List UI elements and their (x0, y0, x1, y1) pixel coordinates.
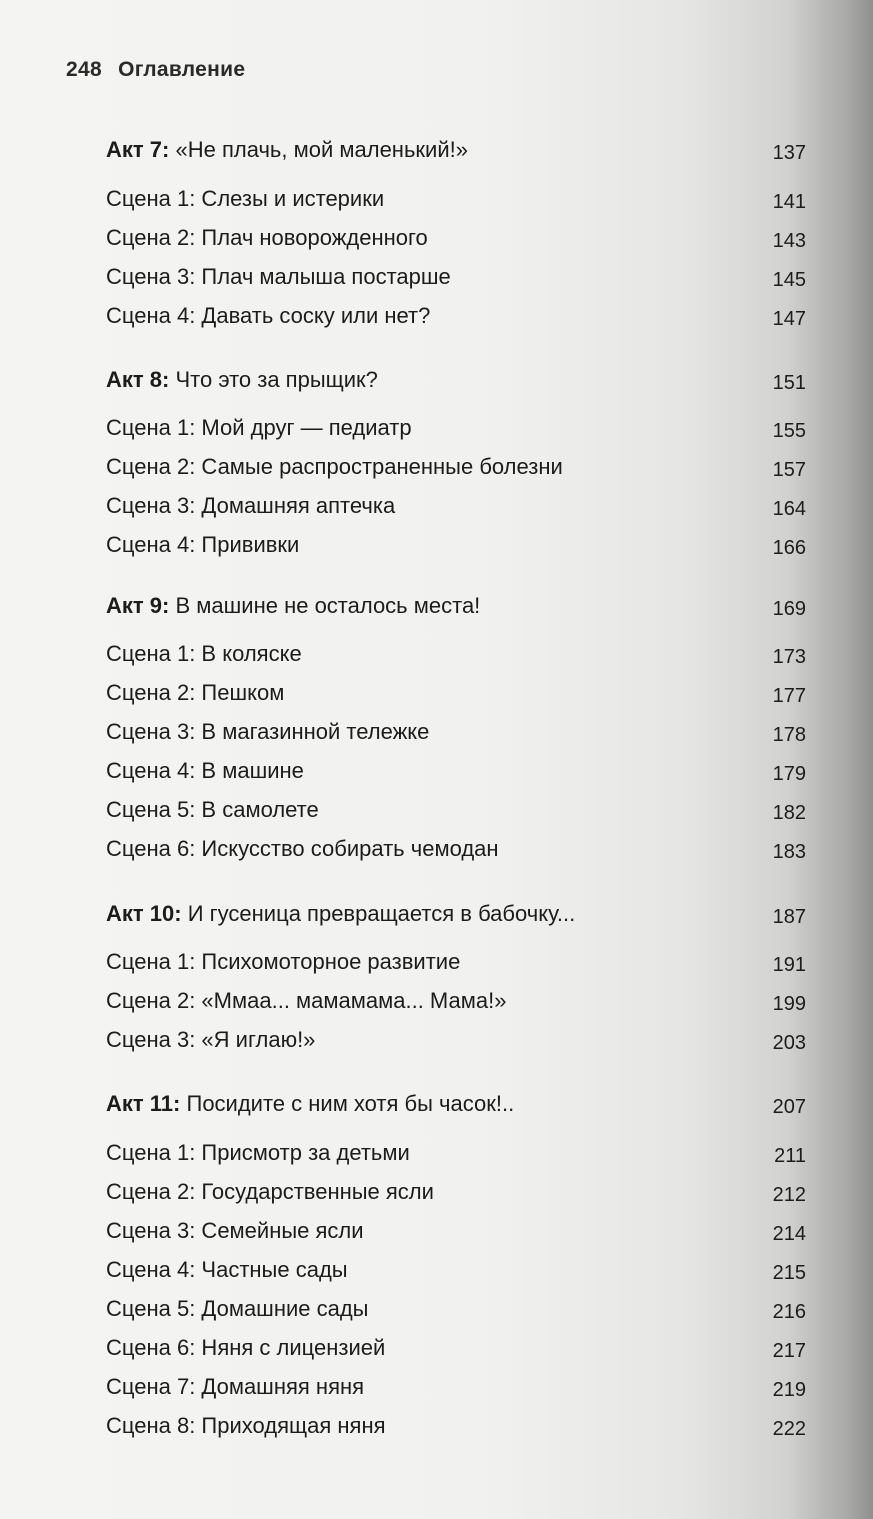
page-number: 248 (66, 58, 102, 81)
scene-entry (106, 1330, 806, 1366)
act-title (106, 1086, 514, 1122)
page-ref: 182 (772, 802, 806, 824)
act-label: Акт 8: (106, 367, 170, 392)
act-10-entry (106, 896, 806, 932)
act-label: Акт 9: (106, 593, 170, 618)
page-ref: 207 (772, 1096, 806, 1118)
scene-entry (106, 831, 806, 867)
page-ref: 216 (772, 1301, 806, 1323)
act-title (106, 588, 480, 624)
page-ref: 157 (772, 459, 806, 481)
act-name: В машине не осталось места! (175, 593, 481, 618)
scene-entry (106, 449, 806, 485)
page-ref: 217 (772, 1340, 806, 1362)
scene-title: Сцена 6: Искусство собирать чемодан (106, 836, 499, 861)
scene-entry (106, 181, 806, 217)
scene-title: Сцена 1: Слезы и истерики (106, 186, 385, 211)
page-ref: 177 (772, 685, 806, 707)
act-label: Акт 10: (106, 901, 182, 926)
scene-title: Сцена 1: Психомоторное развитие (106, 949, 461, 974)
page-ref: 191 (772, 954, 806, 976)
scene-title: Сцена 6: Няня с лицензией (106, 1335, 386, 1360)
page-ref: 214 (772, 1223, 806, 1245)
page-ref: 199 (772, 993, 806, 1015)
act-title (106, 132, 468, 168)
page-ref: 215 (772, 1262, 806, 1284)
scene-title: Сцена 4: В машине (106, 758, 304, 783)
scene-entry (106, 714, 806, 750)
scene-entry (106, 220, 806, 256)
scene-title: Сцена 4: Прививки (106, 532, 300, 557)
page-ref: 211 (774, 1145, 806, 1167)
scene-entry (106, 675, 806, 711)
page-ref: 137 (772, 142, 806, 164)
scene-entry (106, 1213, 806, 1249)
scene-title: Сцена 5: Домашние сады (106, 1296, 369, 1321)
act-9-entry (106, 588, 806, 624)
act-name: И гусеница превращается в бабочку... (187, 901, 576, 926)
scene-title: Сцена 5: В самолете (106, 797, 319, 822)
page-ref: 179 (772, 763, 806, 785)
scene-entry (106, 1291, 806, 1327)
page-ref: 155 (772, 420, 806, 442)
scene-title: Сцена 2: Самые распространенные болезни (106, 454, 563, 479)
scene-title: Сцена 4: Давать соску или нет? (106, 303, 431, 328)
act-label: Акт 11: (106, 1091, 181, 1116)
page-ref: 203 (772, 1032, 806, 1054)
scene-title: Сцена 7: Домашняя няня (106, 1374, 365, 1399)
page-ref: 219 (772, 1379, 806, 1401)
scene-entry (106, 944, 806, 980)
scene-entry (106, 1369, 806, 1405)
scene-title: Сцена 3: Плач малыша постарше (106, 264, 451, 289)
scene-title: Сцена 1: В коляске (106, 641, 302, 666)
scene-entry (106, 527, 806, 563)
act-name: «Не плачь, мой маленький!» (175, 137, 468, 162)
scene-title: Сцена 4: Частные сады (106, 1257, 348, 1282)
page-ref: 212 (772, 1184, 806, 1206)
act-7-entry (106, 132, 806, 168)
scene-entry (106, 488, 806, 524)
page-ref: 145 (772, 269, 806, 291)
page-ref: 222 (772, 1418, 806, 1440)
running-header (66, 58, 245, 82)
act-title (106, 362, 378, 398)
scene-title: Сцена 1: Присмотр за детьми (106, 1140, 410, 1165)
scene-entry (106, 1174, 806, 1210)
scene-entry (106, 259, 806, 295)
scene-entry (106, 298, 806, 334)
scene-entry (106, 1252, 806, 1288)
page-ref: 178 (772, 724, 806, 746)
scene-entry (106, 753, 806, 789)
act-label: Акт 7: (106, 137, 170, 162)
running-title: Оглавление (118, 58, 246, 81)
scene-entry (106, 1022, 806, 1058)
page-ref: 187 (772, 906, 806, 928)
scene-title: Сцена 8: Приходящая няня (106, 1413, 386, 1438)
page-ref: 143 (772, 230, 806, 252)
page-ref: 169 (772, 598, 806, 620)
scene-title: Сцена 2: Плач новорожденного (106, 225, 428, 250)
page-ref: 141 (772, 191, 806, 213)
page-ref: 164 (772, 498, 806, 520)
scene-title: Сцена 2: «Ммаа... мамамама... Мама!» (106, 988, 507, 1013)
page-ref: 147 (772, 308, 806, 330)
scene-entry (106, 410, 806, 446)
act-11-entry (106, 1086, 806, 1122)
scene-entry (106, 983, 806, 1019)
scene-title: Сцена 2: Пешком (106, 680, 285, 705)
scene-entry (106, 1408, 806, 1444)
act-8-entry (106, 362, 806, 398)
page-ref: 151 (772, 372, 806, 394)
scene-entry (106, 792, 806, 828)
act-title (106, 896, 575, 932)
act-name: Посидите с ним хотя бы часок!.. (186, 1091, 515, 1116)
scene-entry (106, 636, 806, 672)
page-ref: 166 (772, 537, 806, 559)
scene-title: Сцена 3: Семейные ясли (106, 1218, 364, 1243)
scene-title: Сцена 3: В магазинной тележке (106, 719, 430, 744)
scene-title: Сцена 3: «Я иглаю!» (106, 1027, 316, 1052)
page-ref: 183 (772, 841, 806, 863)
scene-title: Сцена 2: Государственные ясли (106, 1179, 434, 1204)
scene-title: Сцена 1: Мой друг — педиатр (106, 415, 412, 440)
page-ref: 173 (772, 646, 806, 668)
act-name: Что это за прыщик? (175, 367, 378, 392)
scene-title: Сцена 3: Домашняя аптечка (106, 493, 396, 518)
scene-entry (106, 1135, 806, 1171)
